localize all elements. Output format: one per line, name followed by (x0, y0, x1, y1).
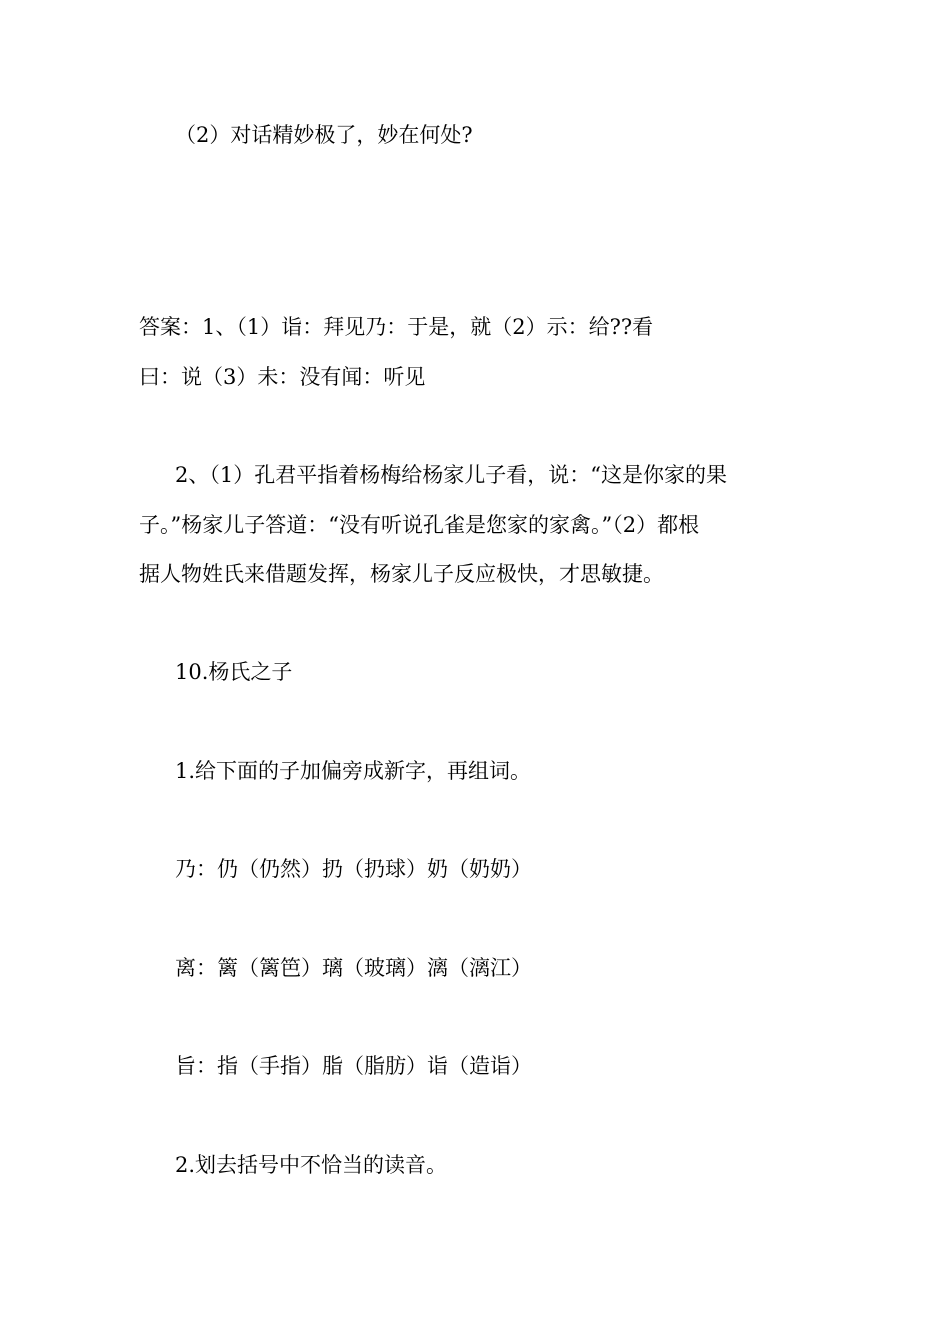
answer-line-1: 答案：1、（1）诣：拜见乃：于是，就（2）示：给??看 (139, 315, 654, 339)
exercise-1-item-1: 乃：仍（仍然）扔（扔球）奶（奶奶） (175, 857, 532, 881)
exercise-1-item-2: 离：篱（篱笆）璃（玻璃）漓（漓江） (175, 956, 532, 980)
exercise-1-item-3: 旨：指（手指）脂（脂肪）诣（造诣） (175, 1054, 532, 1078)
section-title: 10.杨氏之子 (175, 660, 293, 684)
exercise-1-heading: 1.给下面的子加偏旁成新字，再组词。 (175, 759, 532, 783)
answer-line-2: 曰：说（3）未：没有闻：听见 (139, 365, 426, 389)
answer-2-line-2: 子。”杨家儿子答道：“没有听说孔雀是您家的家禽。”（2）都根 (139, 513, 700, 537)
answer-2-line-3: 据人物姓氏来借题发挥，杨家儿子反应极快，才思敏捷。 (139, 562, 664, 586)
exercise-2-heading: 2.划去括号中不恰当的读音。 (175, 1153, 448, 1177)
answer-2-line-1: 2、（1）孔君平指着杨梅给杨家儿子看，说：“这是你家的果 (175, 463, 727, 487)
question-2-line: （2）对话精妙极了，妙在何处? (175, 123, 473, 147)
